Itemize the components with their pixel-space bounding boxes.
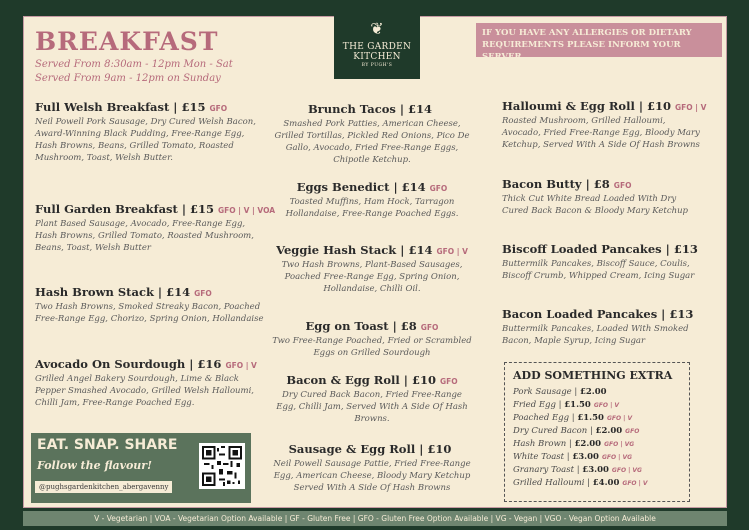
extras-row: Grilled Halloumi | £4.00 GFO | V [513,478,648,488]
item-title: Eggs Benedict | £14 [296,180,426,194]
item-title: Bacon Butty | £8 [502,177,610,191]
extra-name: Fried Egg [513,400,556,410]
dietary-tag: GFO [439,377,458,386]
dietary-tag: GFO [420,323,439,332]
dietary-tag: GFO [613,181,632,190]
dietary-tag: GFO | V [606,415,633,422]
social-handle: @pughsgardenkitchen_abergavenny [35,481,172,493]
item-description: Thick Cut White Bread Loaded With Dry Cured Back Bacon & Bloody Mary Ketchup [502,194,688,216]
extra-name: Poached Egg [513,413,570,423]
logo-line1: THE GARDEN [342,42,412,52]
menu-item [502,307,702,347]
menu-item [502,242,702,282]
menu-item [502,99,707,151]
brand-logo [334,15,420,79]
item-title: Full Welsh Breakfast | £15 [35,100,206,114]
served-weekday: Served From 8:30am - 12pm Mon - Sat [35,59,233,70]
served-sunday: Served From 9am - 12pm on Sunday [35,73,221,84]
dietary-tag: GFO | V | VOA [218,206,276,215]
item-title: Veggie Hash Stack | £14 [276,243,433,257]
extra-name: White Toast [513,452,565,462]
extras-row: Granary Toast | £3.00 GFO | VG [513,465,642,475]
item-title: Bacon Loaded Pancakes | £13 [502,307,694,321]
logo-line2: KITCHEN [353,52,401,62]
menu-item [272,180,472,220]
menu-item [35,357,265,409]
item-title: Halloumi & Egg Roll | £10 [502,99,672,113]
dietary-tag: GFO [209,104,228,113]
item-title: Full Garden Breakfast | £15 [35,202,215,216]
menu-item [272,243,472,295]
social-promo [31,433,251,503]
qr-code-icon[interactable] [199,443,245,489]
item-description: Two Hash Browns, Smoked Streaky Bacon, Poached Free-Range Egg, Chorizo, Spring Onion, Hollandaise [35,302,264,324]
dietary-tag: GFO | V [225,361,257,370]
item-description: Buttermilk Pancakes, Loaded With Smoked Bacon, Maple Syrup, Icing Sugar [502,324,689,346]
menu-item [272,373,472,425]
extras-row: Dry Cured Bacon | £2.00 GFO [513,426,640,436]
dietary-tag: GFO [429,184,448,193]
item-description: Two Free-Range Poached, Fried or Scrambled Eggs on Grilled Sourdough [272,336,472,358]
extra-price: £1.50 [564,400,591,410]
item-title: Biscoff Loaded Pancakes | £13 [502,242,698,256]
menu-sheet [23,16,727,508]
extra-price: £1.50 [577,413,604,423]
extra-price: £4.00 [592,478,620,488]
leaf-icon: ❦ [370,19,384,38]
extra-price: £3.00 [582,465,609,475]
extra-name: Hash Brown [513,439,567,449]
item-description: Smashed Pork Patties, American Cheese, Grilled Tortillas, Pickled Red Onions, Pico De Gallo, Avocado, Fried Free-Range Eggs, Chipotle Ketchup. [274,119,470,165]
extras-row: White Toast | £3.00 GFO | VG [513,452,633,462]
menu-item [35,285,265,325]
dietary-tag: GFO | V [622,480,648,487]
item-title: Hash Brown Stack | £14 [35,285,191,299]
menu-item [272,442,472,494]
extra-name: Granary Toast [513,465,575,475]
item-description: Plant Based Sausage, Avocado, Free-Range Egg, Hash Browns, Grilled Tomato, Roasted Mushroom, Beans, Toast, Welsh Butter [35,219,254,253]
extra-price: £2.00 [595,426,623,436]
extras-row: Poached Egg | £1.50 GFO | V [513,413,633,423]
menu-item [35,100,265,164]
menu-item [272,319,472,359]
dietary-tag: GFO | V [436,247,468,256]
menu-item [502,177,702,217]
dietary-tag: GFO | V [593,402,619,409]
dietary-tag: GFO | VG [611,467,642,474]
item-description: Buttermilk Pancakes, Biscoff Sauce, Coulis, Biscoff Crumb, Whipped Cream, Icing Sugar [502,259,695,281]
extra-price: £3.00 [572,452,599,462]
dietary-key-footer: V - Vegetarian | VOA - Vegetarian Option Available | GF - Gluten Free | GFO - Gluten Free Option Available | VG - Vegan | VGO - Vegan Option Available [23,511,727,526]
item-title: Egg on Toast | £8 [305,319,417,333]
item-description: Neil Powell Pork Sausage, Dry Cured Welsh Bacon, Award-Winning Black Pudding, Free-Range Egg, Hash Browns, Beans, Grilled Tomato, Roasted Mushroom, Toast, Welsh Butter. [35,117,256,163]
dietary-tag: GFO | V [675,103,707,112]
menu-item [35,202,276,254]
extras-box [504,362,690,502]
logo-line3: BY PUGH'S [361,63,393,68]
item-description: Toasted Muffins, Ham Hock, Tarragon Hollandaise, Free-Range Poached Eggs. [285,197,459,219]
dietary-tag: GFO [194,289,212,298]
promo-subline: Follow the flavour! [37,459,152,472]
dietary-tag: GFO | VG [601,454,633,461]
extras-row: Pork Sausage | £2.00 [513,387,607,397]
item-description: Roasted Mushroom, Grilled Halloumi, Avocado, Fried Free-Range Egg, Bloody Mary Ketchup, Served With A Side Of Hash Browns [502,116,700,150]
allergy-notice: IF YOU HAVE ANY ALLERGIES OR DIETARY REQUIREMENTS PLEASE INFORM YOUR SERVER [476,23,722,57]
extra-price: £2.00 [579,387,607,397]
extra-name: Pork Sausage [513,387,572,397]
item-description: Dry Cured Back Bacon, Fried Free-Range Egg, Chilli Jam, Served With A Side Of Hash Browns. [276,390,468,424]
extra-name: Grilled Halloumi [513,478,585,488]
item-description: Grilled Angel Bakery Sourdough, Lime & Black Pepper Smashed Avocado, Grilled Welsh Halloumi, Chilli Jam, Free-Range Poached Egg. [35,374,255,408]
item-title: Bacon & Egg Roll | £10 [286,373,436,387]
item-title: Sausage & Egg Roll | £10 [288,442,452,456]
dietary-tag: GFO [625,428,640,435]
extra-name: Dry Cured Bacon [513,426,588,436]
item-description: Neil Powell Sausage Pattie, Fried Free-Range Egg, American Cheese, Bloody Mary Ketchup Served With A Side Of Hash Browns [273,459,471,493]
extra-price: £2.00 [574,439,602,449]
extras-title: ADD SOMETHING EXTRA [513,369,673,382]
page-title: BREAKFAST [35,27,219,56]
item-title: Brunch Tacos | £14 [307,102,433,116]
item-title: Avocado On Sourdough | £16 [35,357,222,371]
extras-row: Hash Brown | £2.00 GFO | VG [513,439,635,449]
extras-row: Fried Egg | £1.50 GFO | V [513,400,619,410]
menu-item [272,102,472,166]
promo-headline: EAT. SNAP. SHARE [37,437,178,453]
dietary-tag: GFO | VG [604,441,635,448]
item-description: Two Hash Browns, Plant-Based Sausages, Poached Free-Range Egg, Spring Onion, Hollandaise, Chilli Oil. [281,260,463,294]
